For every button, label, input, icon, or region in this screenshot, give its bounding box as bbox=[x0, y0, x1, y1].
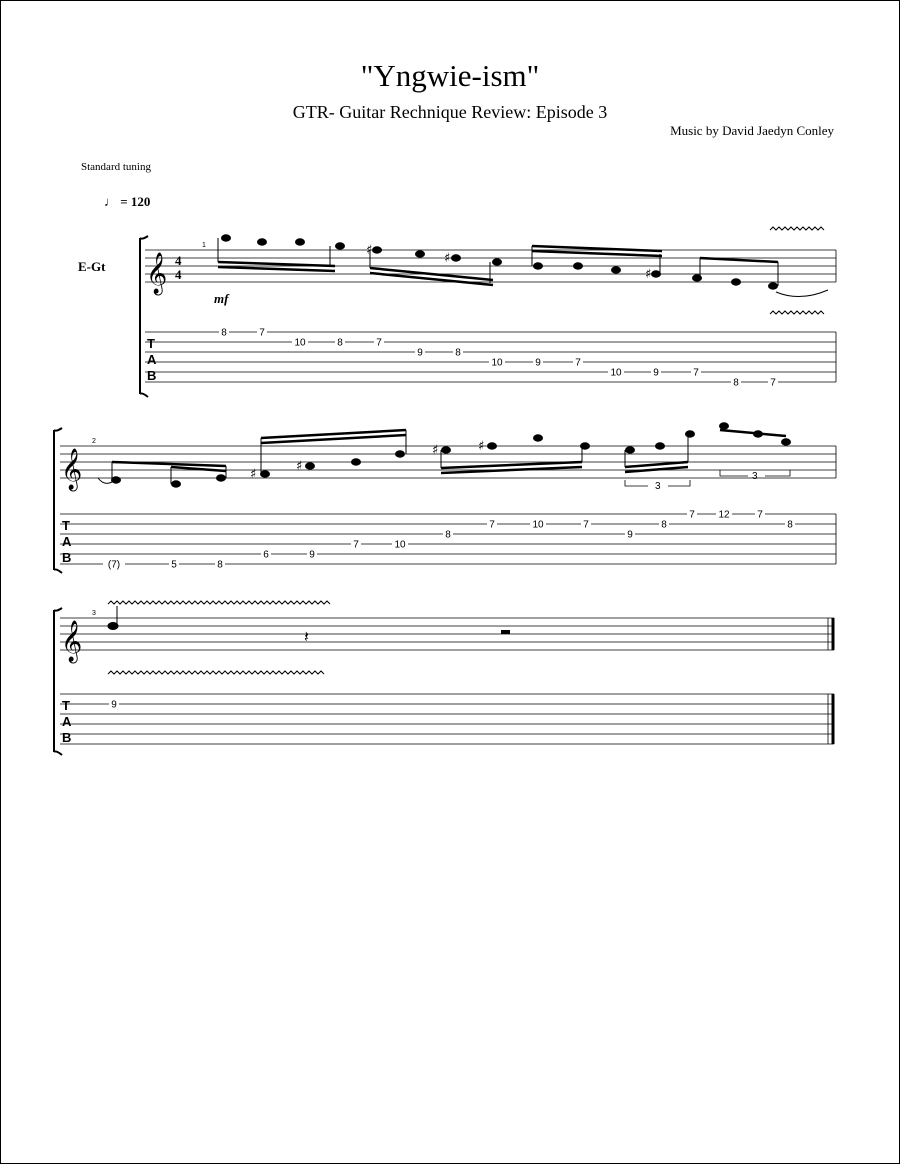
treble-clef-icon: 𝄞 bbox=[146, 253, 168, 294]
vibrato-mark bbox=[108, 601, 330, 604]
sharp-icon: ♯ bbox=[250, 467, 257, 482]
treble-clef-icon: 𝄞 bbox=[61, 621, 83, 662]
sharp-icon: ♯ bbox=[444, 251, 451, 266]
tab-fret-number: (7) bbox=[107, 559, 121, 571]
note-head bbox=[217, 475, 226, 481]
tab-letter-t: T bbox=[147, 336, 155, 351]
tuning-label: Standard tuning bbox=[81, 161, 151, 173]
tab-fret-number: 6 bbox=[263, 549, 269, 561]
tab-fret-number: 8 bbox=[455, 347, 461, 359]
tab-letter-a: A bbox=[62, 534, 72, 549]
note-head bbox=[452, 255, 461, 261]
note-head bbox=[336, 243, 345, 249]
tab-fret-number: 9 bbox=[653, 367, 659, 379]
sharp-icon: ♯ bbox=[366, 243, 373, 258]
note-head bbox=[612, 267, 621, 273]
note-head bbox=[373, 247, 382, 253]
note-head bbox=[396, 451, 405, 457]
tab-fret-number: 9 bbox=[535, 357, 541, 369]
note-head bbox=[769, 283, 778, 289]
time-signature-top: 4 bbox=[175, 253, 182, 268]
tab-fret-number: 9 bbox=[309, 549, 315, 561]
note-head bbox=[488, 443, 497, 449]
tab-fret-number: 7 bbox=[757, 509, 763, 521]
note-head bbox=[574, 263, 583, 269]
instrument-label: E-Gt bbox=[78, 259, 106, 274]
tab-fret-group bbox=[103, 509, 795, 571]
tab-letter-t: T bbox=[62, 518, 70, 533]
half-rest-icon bbox=[501, 630, 510, 634]
sharp-icon: ♯ bbox=[296, 459, 303, 474]
tab-fret-group bbox=[219, 327, 778, 389]
composer-credit: Music by David Jaedyn Conley bbox=[670, 123, 834, 138]
note-head bbox=[686, 431, 695, 437]
system-1 bbox=[140, 227, 836, 397]
tab-fret-number: 12 bbox=[718, 509, 730, 521]
note-head bbox=[534, 435, 543, 441]
note-head bbox=[222, 235, 231, 241]
tab-fret-number: 10 bbox=[610, 367, 622, 379]
tab-fret-number: 8 bbox=[733, 377, 739, 389]
tab-fret-number: 8 bbox=[661, 519, 667, 531]
note-head bbox=[493, 259, 502, 265]
tab-fret-number: 10 bbox=[532, 519, 544, 531]
vibrato-mark bbox=[770, 311, 824, 314]
note-head bbox=[656, 443, 665, 449]
tab-fret-number: 8 bbox=[221, 327, 227, 339]
tab-fret-number: 7 bbox=[353, 539, 359, 551]
note-head bbox=[534, 263, 543, 269]
tempo-value: = 120 bbox=[120, 194, 151, 209]
tab-fret-number: 8 bbox=[787, 519, 793, 531]
tab-fret-number: 10 bbox=[294, 337, 306, 349]
tab-letter-a: A bbox=[62, 714, 72, 729]
sharp-icon: ♯ bbox=[432, 443, 439, 458]
note-head bbox=[732, 279, 741, 285]
note-head bbox=[626, 447, 635, 453]
tab-fret-number: 5 bbox=[171, 559, 177, 571]
note-head bbox=[296, 239, 305, 245]
tab-letter-b: B bbox=[62, 550, 72, 565]
tab-letter-b: B bbox=[147, 368, 157, 383]
tab-letter-a: A bbox=[147, 352, 157, 367]
tab-fret-number: 10 bbox=[394, 539, 406, 551]
tab-fret-number: 9 bbox=[627, 529, 633, 541]
tie-curve bbox=[776, 290, 828, 297]
tab-fret-number: 7 bbox=[489, 519, 495, 531]
tie-curve bbox=[98, 478, 112, 483]
note-head bbox=[720, 423, 729, 429]
tab-fret-number: 7 bbox=[689, 509, 695, 521]
treble-clef-icon: 𝄞 bbox=[61, 449, 83, 490]
tab-fret-number: 7 bbox=[770, 377, 776, 389]
tab-fret-number: 7 bbox=[693, 367, 699, 379]
vibrato-mark bbox=[108, 671, 324, 674]
sharp-icon: ♯ bbox=[478, 439, 485, 454]
system-3 bbox=[54, 601, 834, 755]
tab-fret-number: 8 bbox=[445, 529, 451, 541]
sharp-icon: ♯ bbox=[645, 267, 652, 282]
note-head bbox=[352, 459, 361, 465]
note-head bbox=[112, 477, 121, 483]
tab-fret-number: 7 bbox=[376, 337, 382, 349]
note-head bbox=[442, 447, 451, 453]
tab-fret-number: 8 bbox=[337, 337, 343, 349]
tab-fret-number: 7 bbox=[583, 519, 589, 531]
measure-number: 3 bbox=[92, 610, 96, 617]
tab-fret-group bbox=[109, 699, 119, 711]
tuplet-number: 3 bbox=[655, 481, 661, 492]
note-head bbox=[652, 271, 661, 277]
tab-letter-b: B bbox=[62, 730, 72, 745]
measure-number: 1 bbox=[202, 242, 206, 249]
note-head bbox=[416, 251, 425, 257]
time-signature-bottom: 4 bbox=[175, 267, 182, 282]
tab-fret-number: 10 bbox=[491, 357, 503, 369]
tab-staff bbox=[60, 694, 834, 744]
quarter-rest-icon: 𝄽 bbox=[304, 627, 309, 646]
system-2 bbox=[54, 423, 836, 573]
tuplet-number: 3 bbox=[752, 471, 758, 482]
note-head bbox=[172, 481, 181, 487]
tab-fret-number: 9 bbox=[417, 347, 423, 359]
tab-fret-number: 7 bbox=[259, 327, 265, 339]
page-title: "Yngwie-ism" bbox=[360, 58, 540, 93]
tab-fret-number: 8 bbox=[217, 559, 223, 571]
measure-number: 2 bbox=[92, 438, 96, 445]
note-head bbox=[258, 239, 267, 245]
vibrato-mark bbox=[770, 227, 824, 230]
tab-letter-t: T bbox=[62, 698, 70, 713]
note-head bbox=[306, 463, 315, 469]
tab-fret-number: 9 bbox=[111, 699, 117, 711]
note-head bbox=[261, 471, 270, 477]
page-subtitle: GTR- Guitar Rechnique Review: Episode 3 bbox=[292, 102, 608, 122]
note-head bbox=[782, 439, 791, 445]
dynamic-marking: mf bbox=[214, 291, 229, 306]
notes-measure-2 bbox=[98, 423, 791, 487]
standard-staff bbox=[60, 618, 834, 650]
quarter-note-icon: ♩ bbox=[104, 194, 117, 209]
tab-fret-number: 7 bbox=[575, 357, 581, 369]
